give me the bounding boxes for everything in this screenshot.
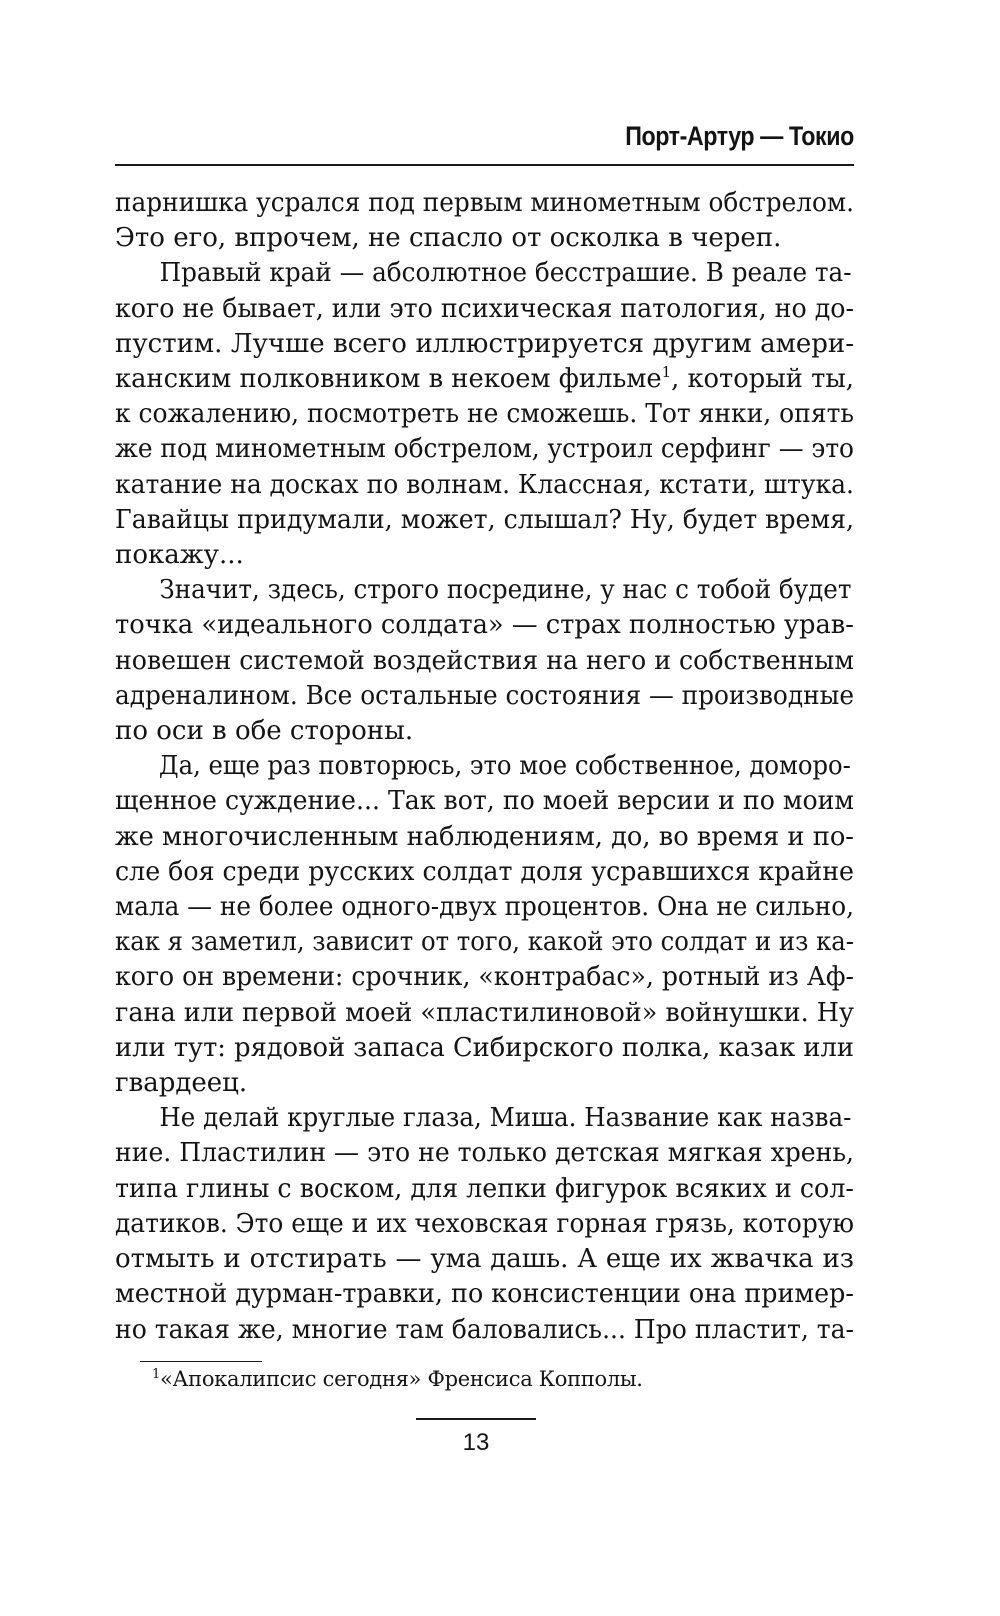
text-span: , который ты,: [671, 364, 854, 395]
text-line: типа глины с воском, для лепки фигурок всяких и сол-: [115, 1173, 854, 1204]
text-line: парнишка усрался под первым минометным обстрелом.: [115, 188, 854, 218]
text-span: канским полковником в некоем фильме: [115, 364, 662, 395]
text-line: же под минометным обстрелом, устроил серфинг — это: [115, 434, 854, 465]
text-line: Гавайцы придумали, может, слышал? Ну, будет время,: [115, 504, 854, 535]
paragraph: [115, 256, 854, 573]
page-number: 13: [462, 1429, 490, 1456]
folio-rule: [416, 1418, 536, 1420]
text-line: или тут: рядовой запаса Сибирского полка, казак или: [115, 1032, 854, 1063]
text-line: Значит, здесь, строго посредине, у нас с тобой будет: [159, 575, 852, 606]
text-line: пустим. Лучше всего иллюстрируется другим амери-: [115, 328, 854, 359]
text-line: кого он времени: срочник, «контрабас», ротный из Аф-: [115, 962, 854, 993]
paragraph: [115, 186, 854, 256]
text-line: новешен системой воздействия на него и собственным: [115, 645, 854, 676]
text-line: адреналином. Все остальные состояния — производные: [115, 680, 854, 711]
text-line: ние. Пластилин — это не только детская мягкая хрень,: [115, 1138, 854, 1169]
text-line: покажу...: [115, 540, 244, 571]
footnote-reference[interactable]: 1: [661, 363, 672, 382]
paragraph: [115, 573, 854, 749]
text-line: [115, 362, 854, 397]
text-line: кого не бывает, или это психическая патология, но до-: [115, 293, 854, 324]
running-head-title: Порт-Артур — Токио: [625, 121, 854, 151]
text-line: Да, еще раз повторюсь, это мое собственное, доморо-: [158, 751, 851, 782]
text-line: к сожалению, посмотреть не сможешь. Тот янки, опять: [115, 399, 854, 430]
text-line: как я заметил, зависит от того, какой это солдат и из ка-: [115, 927, 854, 958]
text-line: щенное суждение... Так вот, по моей версии и по моим: [115, 786, 854, 817]
text-line: Это его, впрочем, не спасло от осколка в череп.: [115, 223, 782, 254]
text-line: точка «идеального солдата» — страх полностью урав-: [115, 610, 854, 641]
text-line: сле боя среди русских солдат доля усравшихся крайне: [115, 856, 854, 887]
text-line: гвардеец.: [115, 1068, 248, 1099]
paragraph: [115, 1101, 854, 1347]
text-line: Не делай круглые глаза, Миша. Название как назва-: [159, 1103, 852, 1134]
running-head: [115, 120, 854, 166]
text-line: по оси в обе стороны.: [115, 716, 414, 747]
text-line: гана или первой моей «пластилиновой» войнушки. Ну: [115, 997, 854, 1028]
paragraph: [115, 749, 854, 1101]
text-line: же многочисленным наблюдениям, до, во время и по-: [115, 821, 854, 852]
text-line: но такая же, многие там баловались... Про пластит, та-: [115, 1314, 854, 1345]
text-line: мала — не более одного-двух процентов. Она не сильно,: [115, 892, 854, 923]
text-line: катание на досках по волнам. Классная, кстати, штука.: [115, 469, 854, 500]
text-line: отмыть и отстирать — ума дашь. А еще их жвачка из: [115, 1244, 854, 1275]
footnote-text: «Апокалипсис сегодня» Френсиса Копполы.: [159, 1367, 643, 1391]
text-line: местной дурман-травки, по консистенции она пример-: [115, 1279, 854, 1310]
footnote-mark: 1: [152, 1367, 160, 1382]
body-text: [115, 186, 854, 1348]
text-line: датиков. Это еще и их чеховская горная грязь, которую: [115, 1208, 854, 1239]
text-line: Правый край — абсолютное бесстрашие. В реале та-: [159, 258, 852, 289]
footnote: [152, 1366, 643, 1392]
footnote-rule: [140, 1361, 262, 1362]
